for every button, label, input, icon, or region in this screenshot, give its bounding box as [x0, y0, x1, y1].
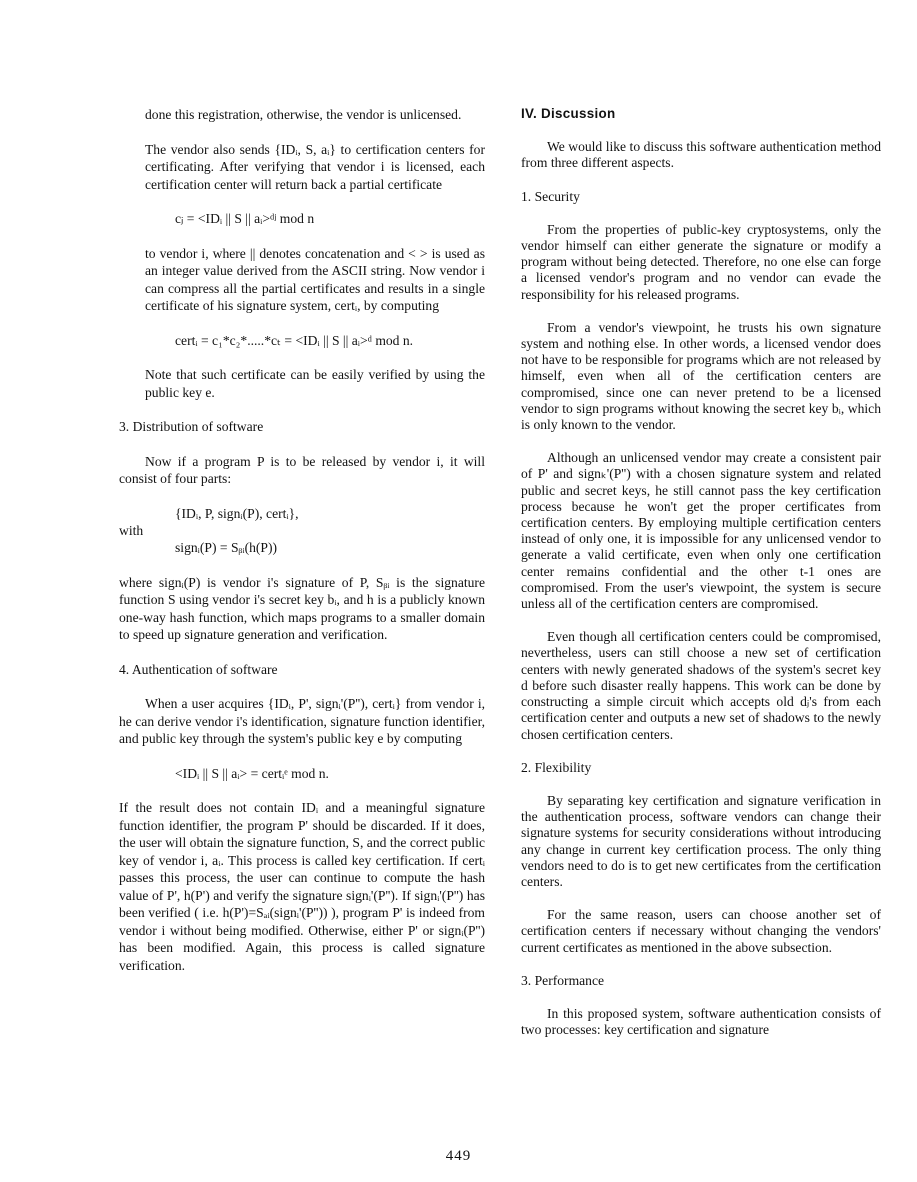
equation-key-certification: <IDᵢ || S || aᵢ> = certᵢᵉ mod n. [175, 765, 329, 781]
section-heading: 4. Authentication of software [119, 661, 278, 677]
equation-certificate: certᵢ = c₁*c₂*.....*cₜ = <IDᵢ || S || aᵢ>ᵈ mod n. [175, 332, 414, 348]
paragraph: Now if a program P is to be released by vendor i, it will consist of four parts: [119, 453, 485, 486]
equation-block [175, 505, 485, 557]
paragraph: From a vendor's viewpoint, he trusts his own signature system and nothing else. In other words, a licensed vendor does not have to be responsible for programs which are not released by himself, even when all of the certification centers are compromised, since one can never pretend to be a licensed vendor to sign programs without knowing the secret key bᵢ, which is only known to the vendor. [521, 319, 881, 433]
paragraph: By separating key certification and signature verification in the authentication process, software vendors can change their signature systems for security considerations without introducing any change in current key certification process. The only thing vendors need to do is to get new certificates from the certification centers. [521, 792, 881, 889]
equation-group [119, 505, 485, 557]
paragraph: Although an unlicensed vendor may create a consistent pair of P' and signₖ'(P'') with a chosen signature system and related public and secret keys, he still cannot pass the key certification process because he won't get the proper certificates from certification centers. By employing multiple certification centers instead of only one, it is impossible for any unlicensed vendor to generate a valid certificate, even when only one certification center remains confidential and the other t-1 ones are compromised. From the user's viewpoint, the system is secure unless all of the certification centers are compromised. [521, 450, 881, 612]
with-label: with [119, 522, 144, 538]
equation-signature: signᵢ(P) = Sᵦᵢ(h(P)) [175, 540, 278, 555]
equation-partial-certificate: cⱼ = <IDᵢ || S || aᵢ>ᵈʲ mod n [175, 211, 315, 226]
right-column [521, 106, 881, 1055]
paragraph: Note that such certificate can be easily verified by using the public key e. [145, 367, 485, 400]
paragraph: If the result does not contain IDᵢ and a meaningful signature function identifier, the program P' should be discarded. If it does, the user will obtain the signature function, S, and the correct public key of vendor i, aᵢ. This process is called key certification. If certᵢ passes this process, the user can continue to compute the hash value of P', h(P') and verify the signature signᵢ'(P''). If signᵢ'(P'') has been verified ( i.e. h(P')=Sₐᵢ(signᵢ'(P'')) ), program P' is indeed from vendor i without being modified. Otherwise, either P' or signᵢ(P'') has been modified. Again, this process is called signature verification. [119, 800, 485, 973]
subsection-heading: 3. Performance [521, 972, 605, 988]
section-heading-discussion: IV. Discussion [521, 106, 616, 121]
equation-program-parts: {IDᵢ, P, signᵢ(P), certᵢ}, [175, 505, 299, 521]
paragraph: In this proposed system, software authentication consists of two processes: key certification and signature [521, 1005, 881, 1038]
paragraph: From the properties of public-key cryptosystems, only the vendor himself can either generate the signature or modify a program without being detected. Therefore, no one else can forge a licensed vendor's program and no vendor can evade the responsibility for his released programs. [521, 221, 881, 302]
paragraph: For the same reason, users can choose another set of certification centers if necessary without changing the vendors' current certificates as mentioned in the above subsection. [521, 907, 881, 955]
left-column [119, 106, 485, 991]
paragraph: When a user acquires {IDᵢ, P', signᵢ'(P''), certᵢ} from vendor i, he can derive vendor i's identification, signature function identifier, and public key through the system's public key e by computing [119, 696, 485, 746]
paragraph: The vendor also sends {IDᵢ, S, aᵢ} to certification centers for certificating. After verifying that vendor i is licensed, each certification center will return back a partial certificate [145, 141, 485, 192]
subsection-heading: 2. Flexibility [521, 759, 592, 775]
paragraph: to vendor i, where || denotes concatenation and < > is used as an integer value derived from the ASCII string. Now vendor i can compress all the partial certificates and results in a single certificate of his signature system, certᵢ, by computing [145, 245, 485, 313]
paragraph: Even though all certification centers could be compromised, nevertheless, users can still choose a new set of certification centers with newly generated shadows of the system's secret key d before such disaster really happens. This work can be done by constructing a simple circuit which accepts old dⱼ's from each certification center and outputs a new set of shadows to the newly chosen certification centers. [521, 629, 881, 742]
paragraph: where signᵢ(P) is vendor i's signature of P, Sᵦᵢ is the signature function S using vendor i's secret key bᵢ, and h is a publicly known one-way hash function, which maps programs to a smaller domain to speed up signature generation and verification. [119, 574, 485, 642]
page-number: 449 [445, 1148, 472, 1164]
paragraph: done this registration, otherwise, the vendor is unlicensed. [145, 107, 462, 122]
subsection-heading: 1. Security [521, 188, 580, 204]
paragraph: We would like to discuss this software authentication method from three different aspects. [521, 139, 881, 171]
section-heading: 3. Distribution of software [119, 419, 264, 434]
